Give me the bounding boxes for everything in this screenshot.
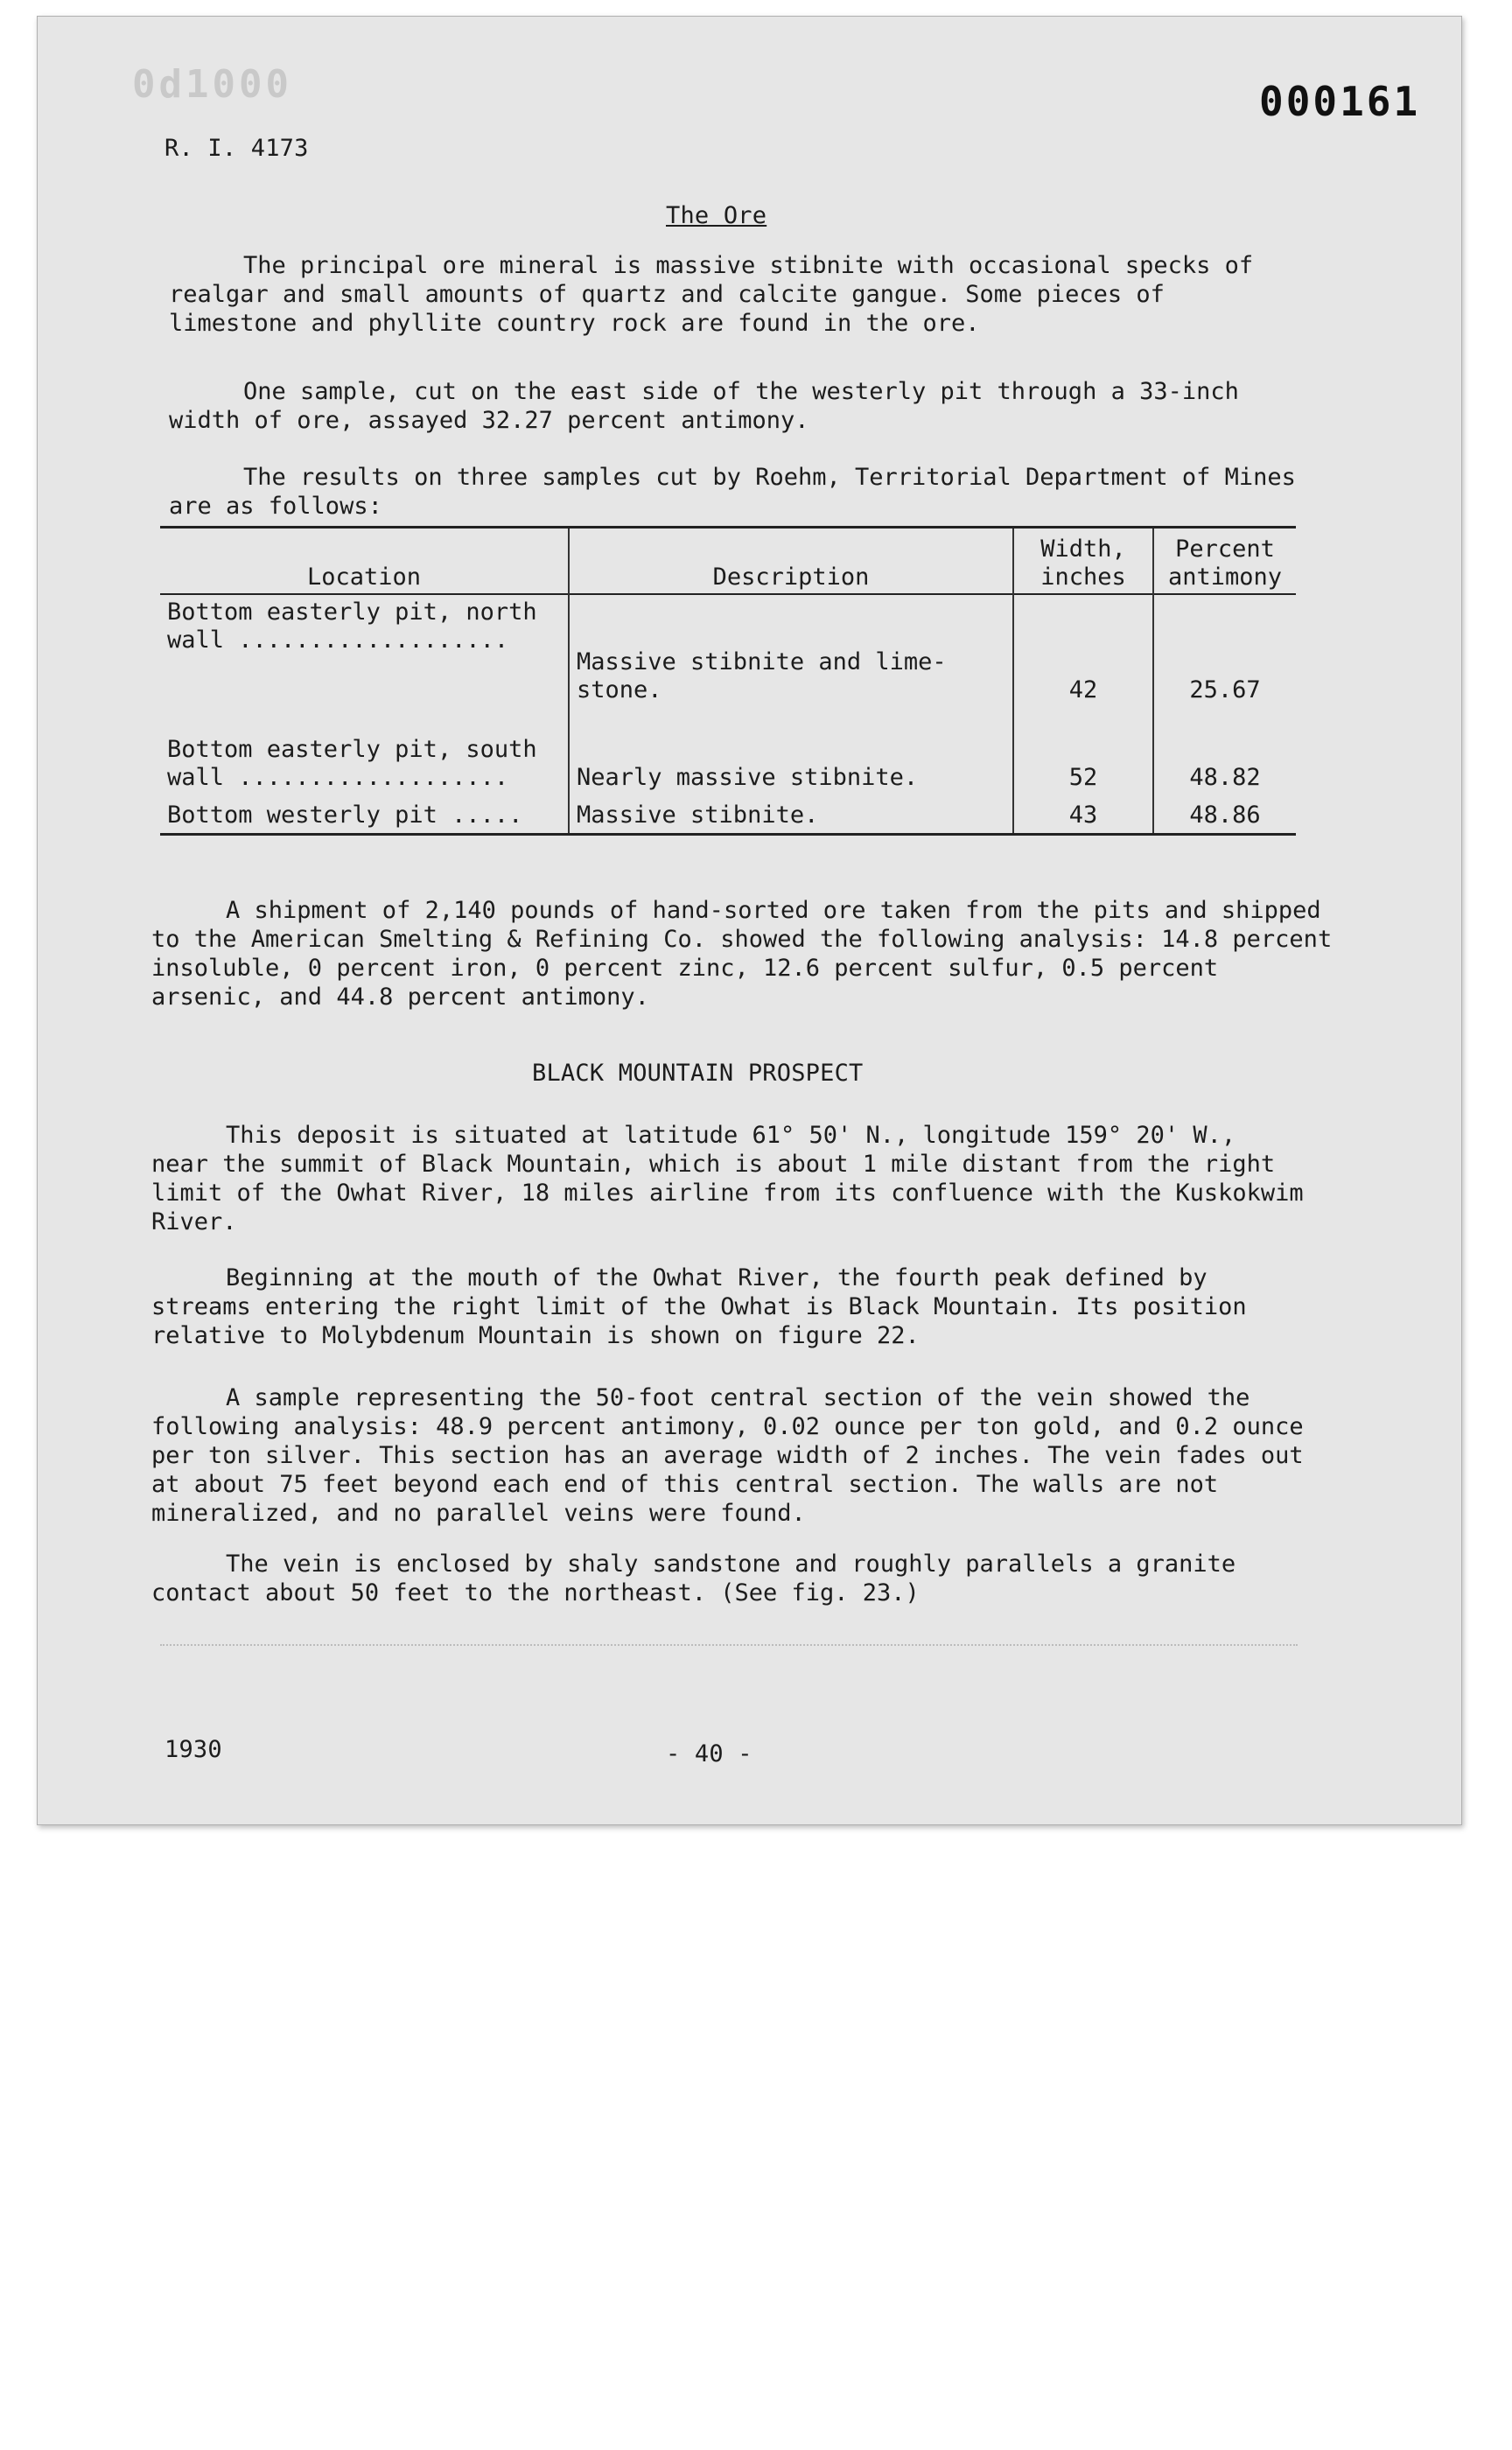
cell-location: Bottom westerly pit ..... <box>167 801 523 829</box>
header-location: Location <box>306 564 422 591</box>
paragraph-sample-vein: A sample representing the 50-foot central section of the vein showed the following analysis: 48.9 percent antimony, 0.02 ounce per ton gold, and 0.2 ounce per ton silver. This section has an average width of 2 inches. The vein fades out at about 75 feet beyond each end of this central section. The walls are not mineralized, and no parallel veins were found. <box>151 1384 1304 1527</box>
header-width: Width, inches <box>1013 528 1153 595</box>
paragraph-one-sample: One sample, cut on the east side of the westerly pit through a 33-inch width of ore, assayed 32.27 percent antimony. <box>169 378 1239 434</box>
header-percent: Percent antimony <box>1153 528 1296 595</box>
table-row <box>160 594 1296 708</box>
cell-description: Nearly massive stibnite. <box>569 708 1013 795</box>
cell-width: 52 <box>1013 708 1153 795</box>
faded-stamp-number: 0d1000 <box>132 62 292 107</box>
table-header-row <box>160 528 1296 595</box>
paragraph-principal-ore: The principal ore mineral is massive stibnite with occasional specks of realgar and small amounts of quartz and calcite gangue. Some pieces of limestone and phyllite country rock are found in the ore. <box>169 252 1254 337</box>
cell-percent: 25.67 <box>1153 594 1296 708</box>
table-row <box>160 708 1296 795</box>
cell-width: 42 <box>1013 594 1153 708</box>
cell-location: Bottom easterly pit, south wall ................... <box>167 736 537 791</box>
header-description: Description <box>569 528 1013 595</box>
footer-year: 1930 <box>164 1736 222 1763</box>
report-id: R. I. 4173 <box>164 135 309 162</box>
cell-location: Bottom easterly pit, north wall ................... <box>167 598 537 654</box>
paragraph-vein-enclosed: The vein is enclosed by shaly sandstone and roughly parallels a granite contact about 50 feet to the northeast. (See fig. 23.) <box>151 1550 1236 1606</box>
cell-description: Massive stibnite. <box>569 795 1013 834</box>
section-title: The Ore <box>666 202 767 229</box>
cell-description: Massive stibnite and lime- stone. <box>569 594 1013 708</box>
table-row <box>160 795 1296 834</box>
stamp-number: 000161 <box>1259 78 1421 125</box>
dotted-divider <box>160 1644 1298 1646</box>
cell-percent: 48.86 <box>1153 795 1296 834</box>
cell-percent: 48.82 <box>1153 708 1296 795</box>
section2-title: BLACK MOUNTAIN PROSPECT <box>532 1060 864 1087</box>
paragraph-shipment: A shipment of 2,140 pounds of hand-sorted ore taken from the pits and shipped to the American Smelting & Refining Co. showed the following analysis: 14.8 percent insoluble, 0 percent iron, 0 percent zinc, 12.6 percent sulfur, 0.5 percent arsenic, and 44.8 percent antimony. <box>151 897 1333 1011</box>
paragraph-results: The results on three samples cut by Roehm, Territorial Department of Mines are as follows: <box>169 464 1296 520</box>
paragraph-beginning: Beginning at the mouth of the Owhat River, the fourth peak defined by streams entering the right limit of the Owhat is Black Mountain. Its position relative to Molybdenum Mountain is shown on figure 22. <box>151 1264 1247 1349</box>
cell-width: 43 <box>1013 795 1153 834</box>
page-number: - 40 - <box>666 1740 752 1768</box>
document-page <box>37 16 1462 1825</box>
paragraph-deposit-location: This deposit is situated at latitude 61° 50' N., longitude 159° 20' W., near the summit of Black Mountain, which is about 1 mile distant from the right limit of the Owhat River, 18 miles airline from its confluence with the Kuskokwim River. <box>151 1122 1304 1236</box>
samples-table <box>160 526 1296 851</box>
